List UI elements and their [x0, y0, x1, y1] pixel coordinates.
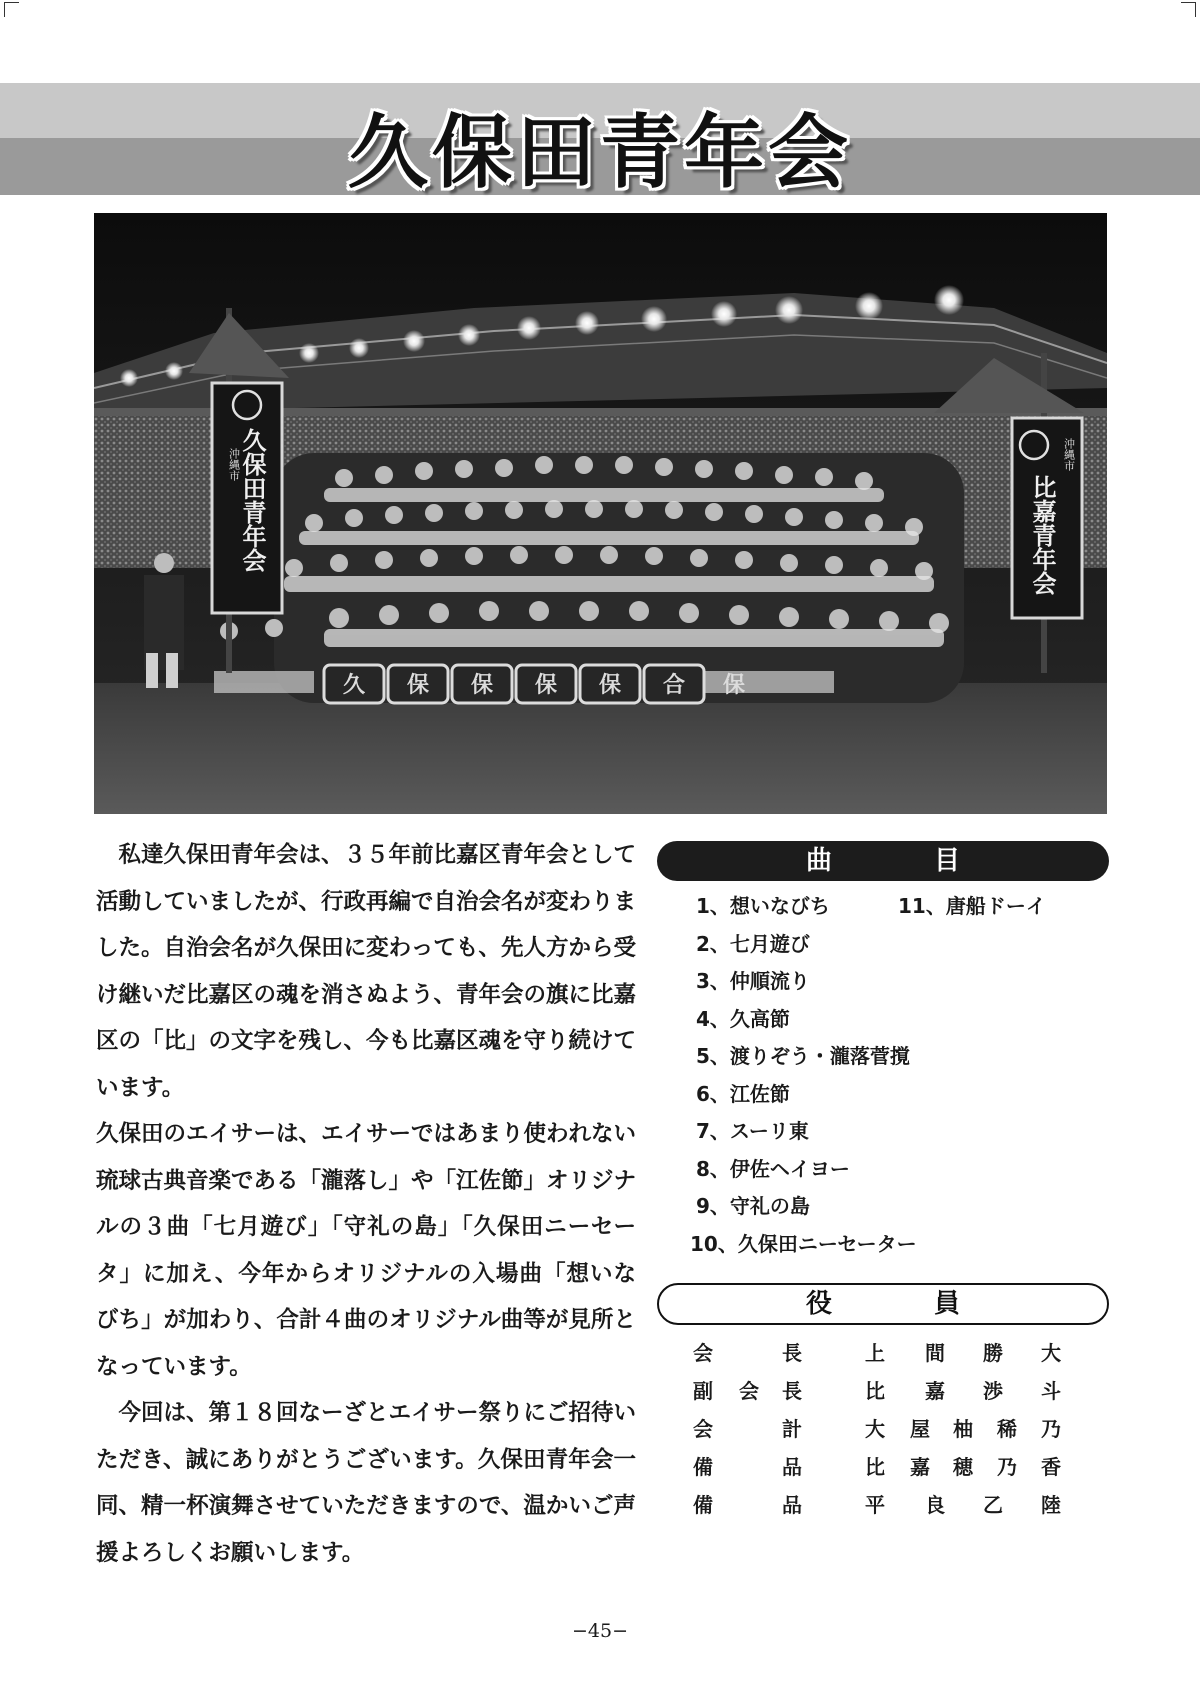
paragraph: 今回は、第１８回なーざとエイサー祭りにご招待いただき、誠にありがとうございます。久保田青年会一同、精一杯演舞させていただきますので、温かいご声援よろしくお願いします。: [96, 1400, 637, 1566]
song-item: 1、想いなびち: [696, 894, 830, 918]
group-photo-illustration: [94, 213, 1107, 814]
officer-name-char: 比: [865, 1455, 885, 1479]
group-photo: [94, 213, 1107, 814]
song-item: 4、久高節: [696, 1007, 790, 1031]
songs-heading: 曲 目: [657, 841, 1109, 881]
officer-name-char: 香: [1041, 1455, 1061, 1479]
officer-name-char: 勝: [983, 1341, 1003, 1365]
officer-name-char: 斗: [1041, 1379, 1061, 1403]
officer-row: [690, 1375, 1090, 1405]
officer-name-char: 嘉: [925, 1379, 945, 1403]
officer-role-char: 会: [739, 1379, 759, 1403]
officer-role-char: 会: [693, 1341, 713, 1365]
song-item: 6、江佐節: [696, 1082, 790, 1106]
drum-char: 保: [534, 672, 558, 698]
officer-name-char: 乃: [997, 1455, 1017, 1479]
drum-char: 保: [406, 672, 430, 698]
page-title: 久保田青年会: [348, 105, 852, 199]
officer-role-char: 品: [782, 1455, 802, 1479]
song-item: 7、スーリ東: [696, 1119, 809, 1143]
officer-role-char: 長: [782, 1379, 802, 1403]
officer-name-char: 間: [925, 1341, 945, 1365]
crop-mark-top-right: [1181, 2, 1196, 17]
drum-char: 合: [662, 672, 686, 698]
song-item: 2、七月遊び: [696, 932, 810, 956]
officer-role-char: 副: [693, 1379, 713, 1403]
officer-name-char: 屋: [910, 1417, 930, 1441]
song-item: 8、伊佐ヘイヨー: [696, 1157, 850, 1181]
officer-role-char: 品: [782, 1493, 802, 1517]
officer-name-char: 柚: [953, 1417, 973, 1441]
officer-name-char: 乙: [983, 1493, 1003, 1517]
officer-role-char: 備: [693, 1493, 713, 1517]
officer-name-char: 良: [925, 1493, 945, 1517]
officer-name-char: 渉: [983, 1379, 1003, 1403]
intro-text: [96, 832, 636, 1576]
officer-row: [690, 1413, 1090, 1443]
drum-char: 保: [598, 672, 622, 698]
officer-name-char: 穂: [953, 1455, 973, 1479]
drum-char: 保: [470, 672, 494, 698]
officer-name-char: 平: [865, 1493, 885, 1517]
song-item: 5、渡りぞう・瀧落菅撹: [696, 1044, 910, 1068]
page-number: −45−: [571, 1620, 629, 1642]
officer-name-char: 大: [1041, 1341, 1061, 1365]
crop-mark-top-left: [4, 2, 19, 17]
banner-left-name: 久保田青年会: [238, 428, 266, 572]
banner-left-city: 沖縄市: [227, 448, 241, 481]
song-item: 10、久保田ニーセーター: [690, 1232, 917, 1256]
banner-right-name: 比嘉青年会: [1028, 475, 1056, 595]
officer-name-char: 嘉: [910, 1455, 930, 1479]
paragraph: 久保田のエイサーは、エイサーではあまり使われない琉球古典音楽である「瀧落し」や「江佐節」オリジナルの３曲「七月遊び」「守礼の島」「久保田ニーセータ」に加え、今年からオリジナルの入場曲「想いなびち」が加わり、合計４曲のオリジナル曲等が見所となっています。: [96, 1121, 637, 1380]
officer-role-char: 長: [782, 1341, 802, 1365]
officer-name-char: 比: [865, 1379, 885, 1403]
officer-name-char: 上: [865, 1341, 885, 1365]
officers-heading: 役 員: [657, 1283, 1109, 1325]
officer-row: [690, 1489, 1090, 1519]
officer-role-char: 計: [782, 1417, 802, 1441]
officer-name-char: 稀: [997, 1417, 1017, 1441]
drum-char: 保: [722, 672, 746, 698]
song-item: 9、守礼の島: [696, 1194, 810, 1218]
officer-name-char: 大: [865, 1417, 885, 1441]
drum-char: 久: [342, 672, 366, 698]
song-item: 11、唐船ドーイ: [898, 894, 1046, 918]
officer-row: [690, 1337, 1090, 1367]
officer-role-char: 備: [693, 1455, 713, 1479]
officer-name-char: 陸: [1041, 1493, 1061, 1517]
officer-name-char: 乃: [1041, 1417, 1061, 1441]
paragraph: 私達久保田青年会は、３５年前比嘉区青年会として活動していましたが、行政再編で自治会名が変わりました。自治会名が久保田に変わっても、先人方から受け継いだ比嘉区の魂を消さぬよう、青年会の旗に比嘉区の「比」の文字を残し、今も比嘉区魂を守り続けています。: [96, 842, 637, 1101]
officer-role-char: 会: [693, 1417, 713, 1441]
banner-right-city: 沖縄市: [1062, 438, 1076, 471]
song-item: 3、仲順流り: [696, 969, 810, 993]
officer-row: [690, 1451, 1090, 1481]
